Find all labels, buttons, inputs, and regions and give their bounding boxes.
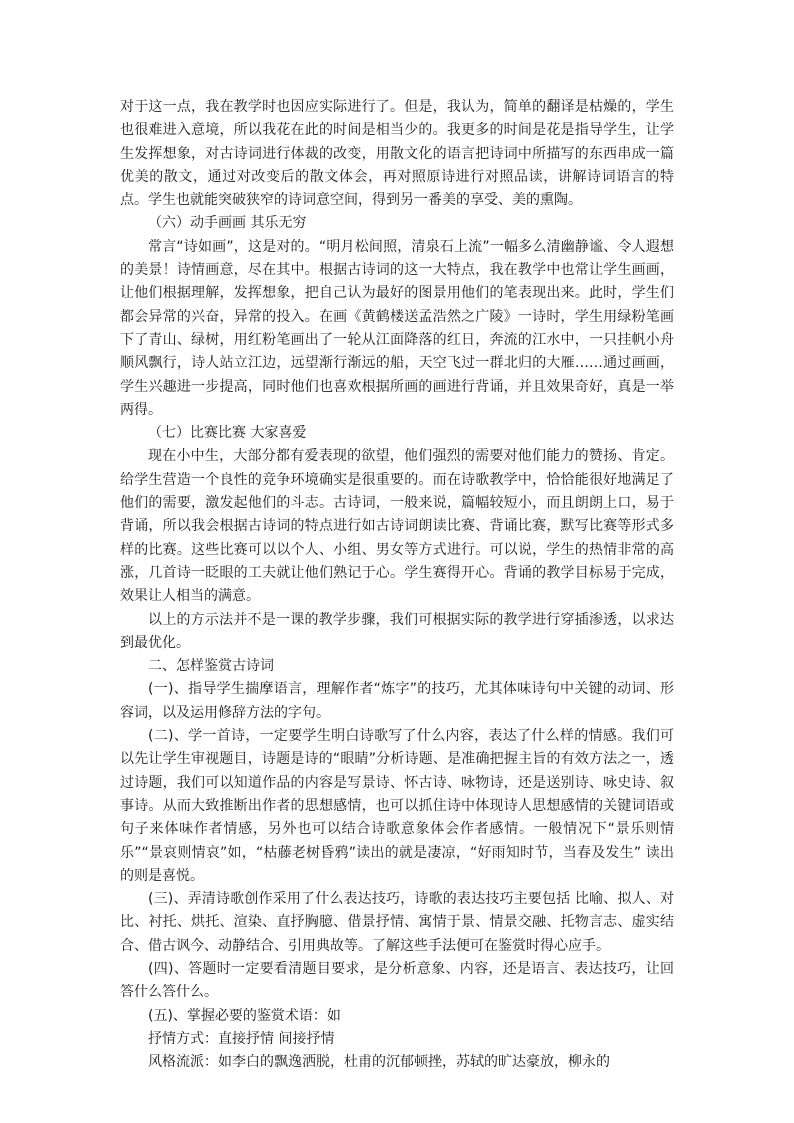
list-item: (二)、学一首诗，一定要学生明白诗歌写了什么内容，表达了什么样的情感。我们可以先让学生审视题目，诗题是诗的“眼睛”分析诗题、是准确把握主旨的有效方法之一，透过诗题，我们可以知道作品的内容是写景诗、怀古诗、咏物诗，还是送别诗、咏史诗、叙事诗。从而大致推断出作者的思想感情，也可以抓住诗中体现诗人思想感情的关键词语或句子来体味作者情感，另外也可以结合诗歌意象体会作者感情。一般情况下“景乐则情乐”“景哀则情哀”如，“枯藤老树昏鸦”读出的就是凄凉，“好雨知时节，当春及发生” 读出的则是喜悦。 bbox=[120, 728, 674, 884]
document-page bbox=[120, 96, 674, 1074]
list-item: (三)、弄清诗歌创作采用了什么表达技巧，诗歌的表达技巧主要包括 比喻、拟人、对比、衬托、烘托、渲染、直抒胸臆、借景抒情、寓情于景、情景交融、托物言志、虚实结合、借古讽今、动静结合、引用典故等。了解这些手法便可在鉴赏时得心应手。 bbox=[120, 891, 674, 954]
body-paragraph: 对于这一点，我在教学时也因应实际进行了。但是，我认为，简单的翻译是枯燥的，学生也很难进入意境，所以我花在此的时间是相当少的。我更多的时间是花是指导学生，让学生发挥想象，对古诗词进行体裁的改变，用散文化的语言把诗词中所描写的东西串成一篇优美的散文，通过对改变后的散文体会，再对照原诗进行对照品读，讲解诗词语言的特点。学生也就能突破狭窄的诗词意空间，得到另一番美的享受、美的熏陶。 bbox=[120, 99, 674, 209]
section-heading-2: 二、怎样鉴赏古诗词 bbox=[148, 658, 274, 675]
body-paragraph: 现在小中生，大部分都有爱表现的欲望，他们强烈的需要对他们能力的赞扬、肯定。给学生营造一个良性的竞争环境确实是很重要的。而在诗歌教学中，恰恰能很好地满足了他们的需要，激发起他们的斗志。古诗词，一般来说，篇幅较短小，而且朗朗上口，易于背诵，所以我会根据古诗词的特点进行如古诗词朗读比赛、背诵比赛，默写比赛等形式多样的比赛。这些比赛可以以个人、小组、男女等方式进行。可以说，学生的热情非常的高涨，几首诗一眨眼的工夫就让他们熟记于心。学生赛得开心。背诵的教学目标易于完成，效果让人相当的满意。 bbox=[120, 448, 674, 605]
body-paragraph: 以上的方示法并不是一课的教学步骤，我们可根据实际的教学进行穿插渗透，以求达到最优化。 bbox=[120, 611, 674, 651]
term-line: 抒情方式：直接抒情 间接抒情 bbox=[148, 1030, 335, 1047]
body-paragraph: 常言“诗如画”，这是对的。“明月松间照，清泉石上流”一幅多么清幽静谧、令人遐想的美景！诗情画意，尽在其中。根据古诗词的这一大特点，我在教学中也常让学生画画，让他们根据理解，发挥想象，把自己认为最好的图景用他们的笔表现出来。此时，学生们都会异常的兴奋，异常的投入。在画《黄鹤楼送孟浩然之广陵》一诗时，学生用绿粉笔画下了青山、绿树，用红粉笔画出了一轮从江面降落的红日，奔流的江水中，一只挂帆小舟顺风飘行，诗人站立江边，远望渐行渐远的船，天空飞过一群北归的大雁……通过画画，学生兴趣进一步提高，同时他们也喜欢根据所画的画进行背诵，并且效果奇好，真是一举两得。 bbox=[120, 238, 674, 418]
list-item: (四)、答题时一定要看清题目要求，是分析意象、内容，还是语言、表达技巧，让回答什么答什么。 bbox=[120, 960, 674, 1001]
list-item: (五)、掌握必要的鉴赏术语：如 bbox=[148, 1007, 341, 1024]
section-heading-7: （七）比赛比赛 大家喜爱 bbox=[148, 425, 307, 442]
list-item: (一)、指导学生揣摩语言，理解作者“炼字”的技巧，尤其体味诗句中关键的动词、形容词，以及运用修辞方法的字句。 bbox=[120, 681, 674, 721]
term-line: 风格流派：如李白的飘逸洒脱，杜甫的沉郁顿挫，苏轼的旷达豪放，柳永的 bbox=[148, 1054, 610, 1071]
section-heading-6: （六）动手画画 其乐无穷 bbox=[148, 215, 307, 232]
